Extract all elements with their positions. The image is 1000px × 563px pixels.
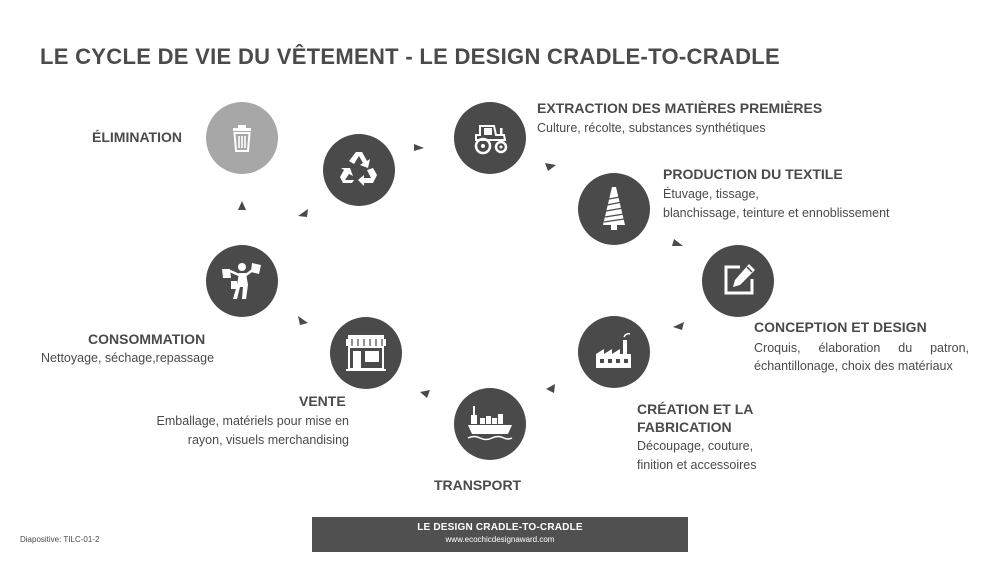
edit-icon [702,245,774,317]
consommation-circle [206,245,278,317]
elimination-circle [206,102,278,174]
extraction-circle [454,102,526,174]
creation-desc-line2: finition et accessoires [637,458,757,472]
transport-circle [454,388,526,460]
conception-desc-line2: échantillonage, choix des matériaux [754,359,953,373]
consommation-desc: Nettoyage, séchage,repassage [41,351,215,365]
footer-banner [312,517,688,552]
recycle-icon [323,134,395,206]
yarn-spool-icon [578,173,650,245]
extraction-desc: Culture, récolte, substances synthétiques [537,121,766,135]
creation-title-line2: FABRICATION [637,419,732,435]
footer-url[interactable]: www.ecochicdesignaward.com [445,535,555,544]
vente-desc-line2: rayon, visuels merchandising [187,433,349,447]
arrow-conception-to-creation [673,322,684,330]
arrow-transport-to-vente [420,390,430,398]
production-desc-line2: blanchissage, teinture et ennoblissement [663,206,890,220]
arrow-extraction-to-production [545,163,556,171]
trash-icon [206,102,278,174]
arrow-elimination-to-recycle [298,209,308,217]
shopper-icon [206,245,278,317]
conception-circle [702,245,774,317]
production-desc-line1: Étuvage, tissage, [663,187,759,201]
vente-circle [330,317,402,389]
footer-title: LE DESIGN CRADLE-TO-CRADLE [417,522,583,533]
tractor-icon [454,102,526,174]
elimination-title: ÉLIMINATION [92,129,182,145]
arrow-consommation-to-elimination [238,201,246,210]
slide-id: Diapositive: TILC-01-2 [20,535,100,544]
creation-desc-line1: Découpage, couture, [637,439,754,453]
conception-desc-line1: Croquis, élaboration du patron, [754,341,969,355]
creation-title-line1: CRÉATION ET LA [637,401,754,417]
arrow-vente-to-consommation [298,316,308,325]
vente-desc-line1: Emballage, matériels pour mise en [156,414,349,428]
cargo-ship-icon [454,388,526,460]
shop-icon [330,317,402,389]
extraction-title: EXTRACTION DES MATIÈRES PREMIÈRES [537,100,823,116]
arrow-recycle-to-extraction [414,144,424,151]
factory-icon [578,316,650,388]
production-title: PRODUCTION DU TEXTILE [663,166,843,182]
vente-title: VENTE [299,393,346,409]
arrow-creation-to-transport [546,384,555,393]
consommation-title: CONSOMMATION [88,331,206,347]
production-circle [578,173,650,245]
transport-title: TRANSPORT [434,477,522,493]
arrow-production-to-conception [672,239,683,246]
page-title: LE CYCLE DE VIE DU VÊTEMENT - LE DESIGN CRADLE-TO-CRADLE [40,44,780,69]
conception-title: CONCEPTION ET DESIGN [754,319,927,335]
recycle-circle [323,134,395,206]
creation-circle [578,316,650,388]
